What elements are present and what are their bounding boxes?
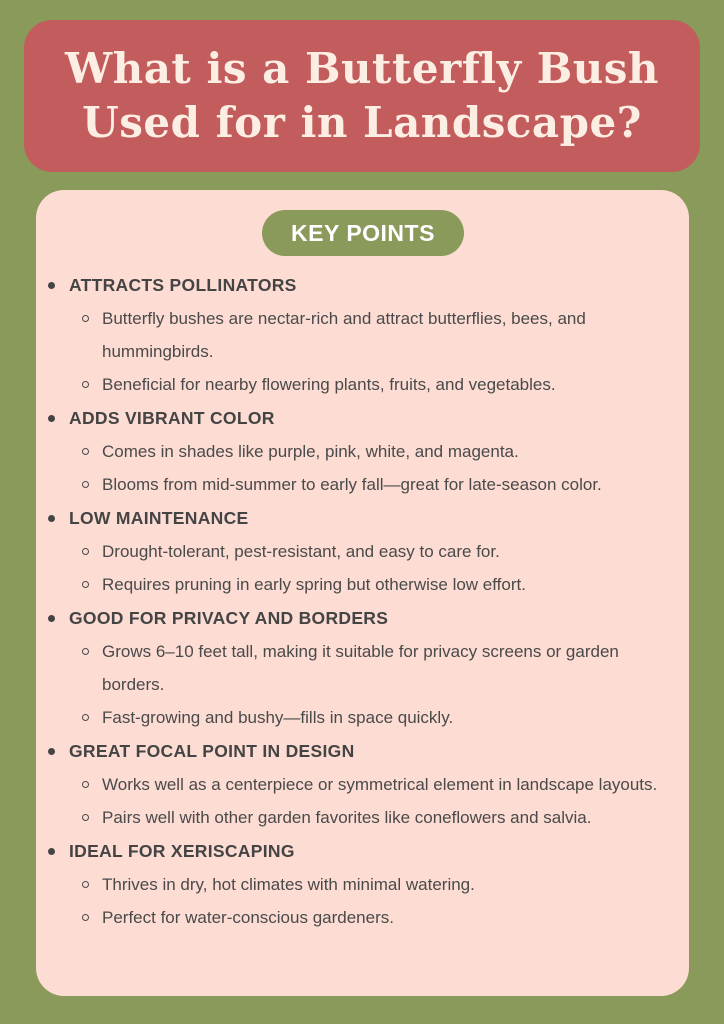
bullet-circle-icon: [82, 481, 89, 488]
key-points-panel: [36, 190, 689, 996]
bullet-circle-icon: [82, 781, 89, 788]
detail-text: Pairs well with other garden favorites like coneflowers and salvia.: [102, 808, 592, 827]
key-point-heading: ADDS VIBRANT COLOR: [69, 408, 275, 428]
key-point-details: [69, 868, 689, 934]
bullet-circle-icon: [82, 814, 89, 821]
key-point-heading: LOW MAINTENANCE: [69, 508, 249, 528]
key-point: [36, 834, 689, 934]
detail-item: [69, 302, 689, 368]
detail-text: Fast-growing and bushy—fills in space quickly.: [102, 708, 454, 727]
key-point: [36, 601, 689, 734]
bullet-circle-icon: [82, 881, 89, 888]
bullet-circle-icon: [82, 315, 89, 322]
detail-text: Drought-tolerant, pest-resistant, and easy to care for.: [102, 542, 500, 561]
key-point-details: [69, 435, 689, 501]
bullet-circle-icon: [82, 581, 89, 588]
detail-item: [69, 868, 689, 901]
detail-text: Blooms from mid-summer to early fall—great for late-season color.: [102, 475, 602, 494]
key-point-heading: GOOD FOR PRIVACY AND BORDERS: [69, 608, 389, 628]
key-point-details: [69, 535, 689, 601]
bullet-dot-icon: [48, 415, 55, 422]
detail-item: [69, 368, 689, 401]
detail-text: Comes in shades like purple, pink, white, and magenta.: [102, 442, 519, 461]
key-point: [36, 734, 689, 834]
detail-item: [69, 435, 689, 468]
key-point-heading: GREAT FOCAL POINT IN DESIGN: [69, 741, 355, 761]
title-banner: [24, 20, 700, 172]
detail-item: [69, 568, 689, 601]
bullet-circle-icon: [82, 381, 89, 388]
detail-item: [69, 535, 689, 568]
detail-item: [69, 768, 689, 801]
key-point-heading: ATTRACTS POLLINATORS: [69, 275, 297, 295]
detail-item: [69, 701, 689, 734]
detail-text: Butterfly bushes are nectar-rich and attract butterflies, bees, and hummingbirds.: [102, 309, 586, 361]
key-point-details: [69, 635, 689, 734]
bullet-dot-icon: [48, 282, 55, 289]
key-point: [36, 501, 689, 601]
bullet-circle-icon: [82, 914, 89, 921]
detail-item: [69, 635, 689, 701]
detail-item: [69, 801, 689, 834]
detail-item: [69, 468, 689, 501]
key-point: [36, 268, 689, 401]
bullet-dot-icon: [48, 848, 55, 855]
detail-text: Requires pruning in early spring but otherwise low effort.: [102, 575, 526, 594]
key-point-details: [69, 302, 689, 401]
page-title: What is a Butterfly Bush Used for in Landscape?: [65, 44, 659, 147]
key-points-list: [36, 268, 689, 934]
bullet-circle-icon: [82, 648, 89, 655]
bullet-circle-icon: [82, 448, 89, 455]
key-point-details: [69, 768, 689, 834]
detail-text: Works well as a centerpiece or symmetrical element in landscape layouts.: [102, 775, 658, 794]
bullet-dot-icon: [48, 515, 55, 522]
bullet-dot-icon: [48, 615, 55, 622]
detail-text: Beneficial for nearby flowering plants, fruits, and vegetables.: [102, 375, 556, 394]
key-points-badge: KEY POINTS: [262, 210, 464, 256]
bullet-circle-icon: [82, 714, 89, 721]
bullet-dot-icon: [48, 748, 55, 755]
key-point-heading: IDEAL FOR XERISCAPING: [69, 841, 295, 861]
key-point: [36, 401, 689, 501]
detail-text: Grows 6–10 feet tall, making it suitable for privacy screens or garden borders.: [102, 642, 619, 694]
detail-text: Perfect for water-conscious gardeners.: [102, 908, 394, 927]
detail-item: [69, 901, 689, 934]
detail-text: Thrives in dry, hot climates with minimal watering.: [102, 875, 475, 894]
bullet-circle-icon: [82, 548, 89, 555]
